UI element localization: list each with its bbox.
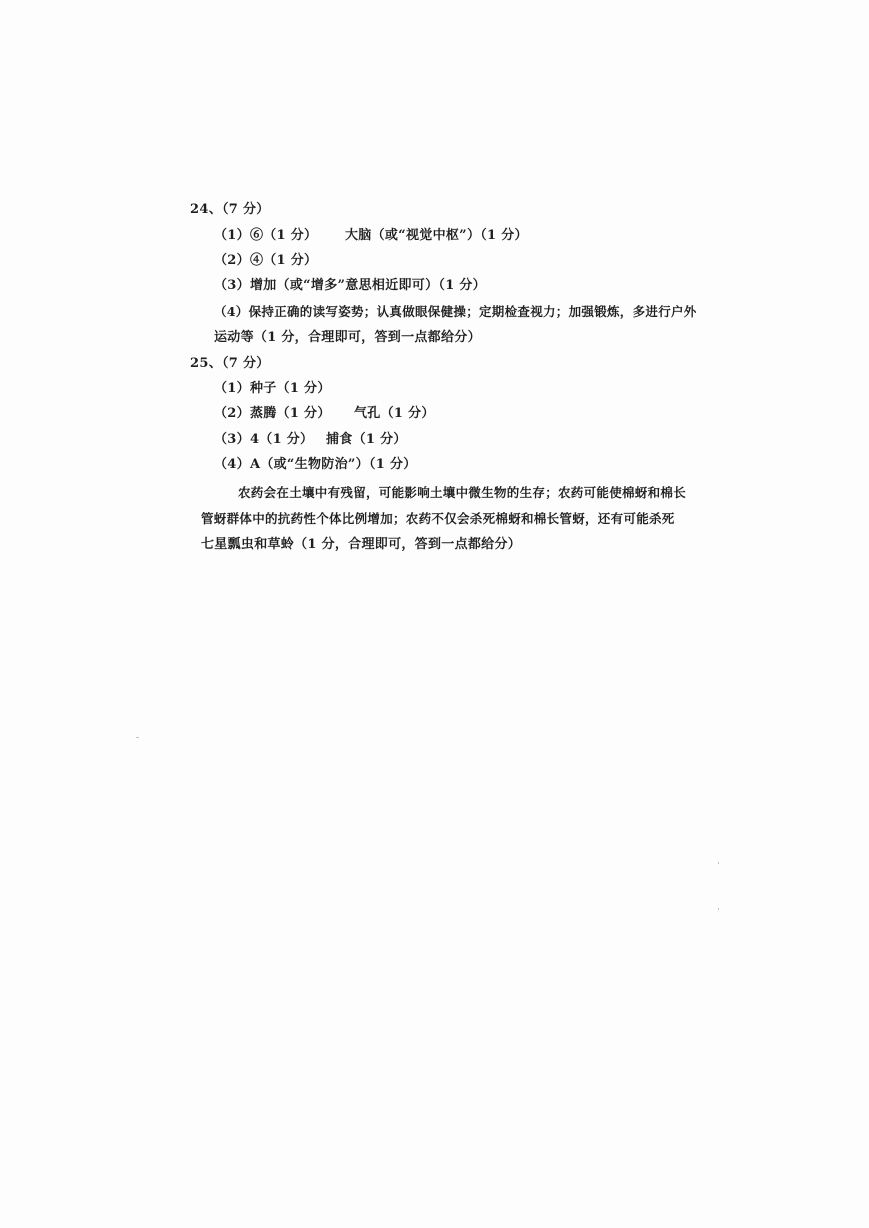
scan-speck xyxy=(718,862,719,864)
q25-part2-row xyxy=(214,406,434,422)
q25-part1: （1）种子（1 分） xyxy=(214,381,331,396)
scan-speck xyxy=(718,908,719,910)
q24-part1-answer-b: 大脑（或“视觉中枢”）（1 分） xyxy=(345,228,528,243)
q25-paragraph-line1: 农药会在土壤中有残留，可能影响土壤中微生物的生存；农药可能使棉蚜和棉长 xyxy=(238,485,687,500)
q24-part2: （2）④（1 分） xyxy=(214,253,318,268)
q25-paragraph-line3: 七星瓢虫和草蛉（1 分，合理即可，答到一点都给分） xyxy=(201,537,522,552)
q25-part4: （4）A（或“生物防治”）（1 分） xyxy=(214,457,417,472)
q25-part2-answer-b: 气孔（1 分） xyxy=(354,406,435,421)
q25-part3-row xyxy=(214,432,434,448)
q24-heading: 24、（7 分） xyxy=(190,202,270,217)
q24-part1-answer-a: （1）⑥（1 分） xyxy=(214,228,318,243)
q24-part1-row xyxy=(214,228,534,244)
q25-part3-answer-a: （3）4（1 分） xyxy=(214,432,314,447)
q24-part4-line1: （4）保持正确的读写姿势；认真做眼保健操；定期检查视力；加强锻炼，多进行户外 xyxy=(214,304,697,319)
q24-part4-line2: 运动等（1 分，合理即可，答到一点都给分） xyxy=(214,330,481,345)
q25-paragraph-line2: 管蚜群体中的抗药性个体比例增加；农药不仅会杀死棉蚜和棉长管蚜，还有可能杀死 xyxy=(201,511,675,526)
q25-part2-answer-a: （2）蒸腾（1 分） xyxy=(214,406,331,421)
q25-part3-answer-b: 捕食（1 分） xyxy=(326,432,407,447)
q24-part3: （3）增加（或“增多”意思相近即可）（1 分） xyxy=(214,278,486,293)
scan-speck xyxy=(136,737,139,738)
q25-heading: 25、（7 分） xyxy=(190,356,270,371)
